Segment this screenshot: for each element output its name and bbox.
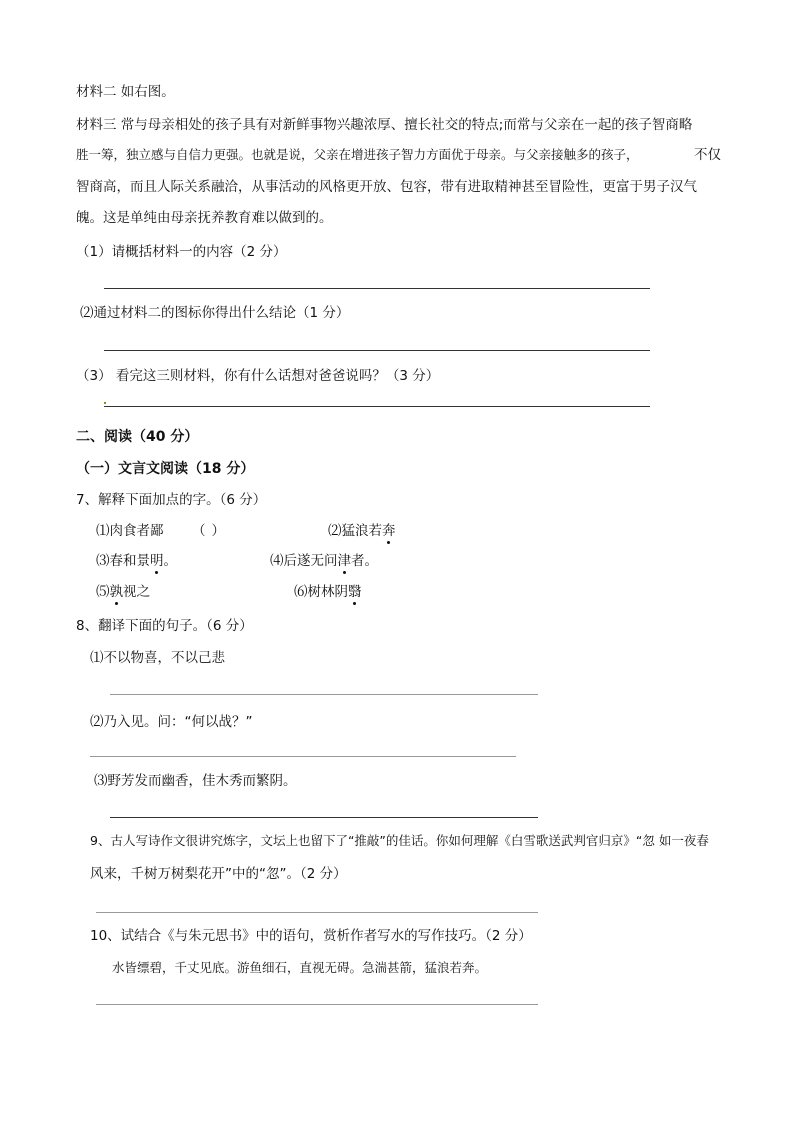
q7-item-3-text: ⑶春和景 (96, 553, 150, 569)
answer-line-q8-3[interactable] (110, 817, 538, 818)
q7-item-3-dotted: 明 (150, 553, 164, 569)
q7-item-1-text: ⑴肉食者鄙 (96, 523, 164, 539)
section-reading: 二、阅读（40 分） (76, 429, 199, 445)
material-three-line-2: 胜一筹，独立感与自信力更强。也就是说，父亲在增进孩子智力方面优于母亲。与父亲接触多的孩子， (76, 147, 639, 162)
answer-line-q8-2[interactable] (90, 756, 516, 757)
q7-item-3-end: 。 (163, 553, 177, 569)
q7-item-4-dotted: 津 (337, 553, 351, 569)
q8-sentence-1: ⑴不以物喜，不以己悲 (90, 650, 225, 666)
material-three-line-4: 魄。这是单纯由母亲抚养教育难以做到的。 (76, 210, 333, 226)
q7-item-5-dotted: 孰 (109, 584, 123, 600)
q8-sentence-3: ⑶野芳发而幽香，佳木秀而繁阴。 (94, 773, 297, 789)
q7-item-1 (96, 521, 164, 541)
q7-item-3 (96, 551, 177, 571)
answer-line-sub-1[interactable] (104, 288, 650, 289)
question-8-title: 8、翻译下面的句子。（6 分） (76, 618, 253, 634)
answer-line-sub-3[interactable] (104, 406, 650, 407)
answer-line-q8-1[interactable] (110, 694, 538, 695)
material-three-line-3: 智商高，而且人际关系融洽，从事活动的风格更开放、包容，带有进取精神甚至冒险性，更富于男子汉气 (76, 179, 697, 195)
question-10-title: 10、试结合《与朱元思书》中的语句，赏析作者写水的写作技巧。（2 分） (90, 928, 532, 944)
sub-question-1: （1）请概括材料一的内容（2 分） (76, 244, 287, 260)
q7-item-4-text: ⑷后遂无问 (270, 553, 338, 569)
material-two: 材料二 如右图。 (76, 84, 175, 100)
q7-item-6-dotted: 翳 (348, 584, 362, 600)
q7-item-5 (96, 582, 150, 602)
q7-item-4-end: 者。 (351, 553, 378, 569)
question-9-line-1: 9、古人写诗作文很讲究炼字，文坛上也留下了“推敲”的佳话。你如何理解《白雪歌送武判官归京》“忽 如一夜春 (90, 833, 709, 848)
sub-question-3: （3） 看完这三则材料，你有什么话想对爸爸说吗？（3 分） (76, 368, 440, 384)
q7-item-2-text: ⑵猛浪若 (328, 523, 382, 539)
q7-item-4 (270, 551, 378, 571)
q7-item-2-dotted: 奔 (382, 523, 396, 539)
q7-item-5-end: 视之 (123, 584, 150, 600)
q8-sentence-2: ⑵乃入见。问：“何以战？” (90, 714, 253, 730)
q7-item-5-text: ⑸ (96, 584, 110, 600)
question-10-quote: 水皆缥碧，千丈见底。游鱼细石，直视无碍。急湍甚箭，猛浪若奔。 (112, 960, 488, 975)
q7-item-1-blank[interactable]: （） (192, 523, 231, 539)
answer-line-q10[interactable] (96, 1004, 538, 1005)
sub-question-2: ⑵通过材料二的图标你得出什么结论（1 分） (80, 305, 350, 321)
answer-line-sub-2[interactable] (104, 350, 650, 351)
question-7-title: 7、解释下面加点的字。（6 分） (76, 492, 267, 508)
question-9-line-2: 风来，千树万树梨花开”中的“忽”。（2 分） (90, 866, 347, 882)
q7-item-2 (328, 521, 396, 541)
stray-mark (104, 402, 106, 404)
answer-line-q9[interactable] (96, 912, 538, 913)
material-three-line-2-end: 不仅 (694, 147, 721, 163)
material-three-line-1: 材料三 常与母亲相处的孩子具有对新鲜事物兴趣浓厚、擅长社交的特点;而常与父亲在一起的孩子智商略 (76, 117, 693, 133)
section-classical-reading: （一）文言文阅读（18 分） (76, 461, 255, 477)
q7-item-6-text: ⑹树林阴 (294, 584, 348, 600)
q7-item-6 (294, 582, 362, 602)
